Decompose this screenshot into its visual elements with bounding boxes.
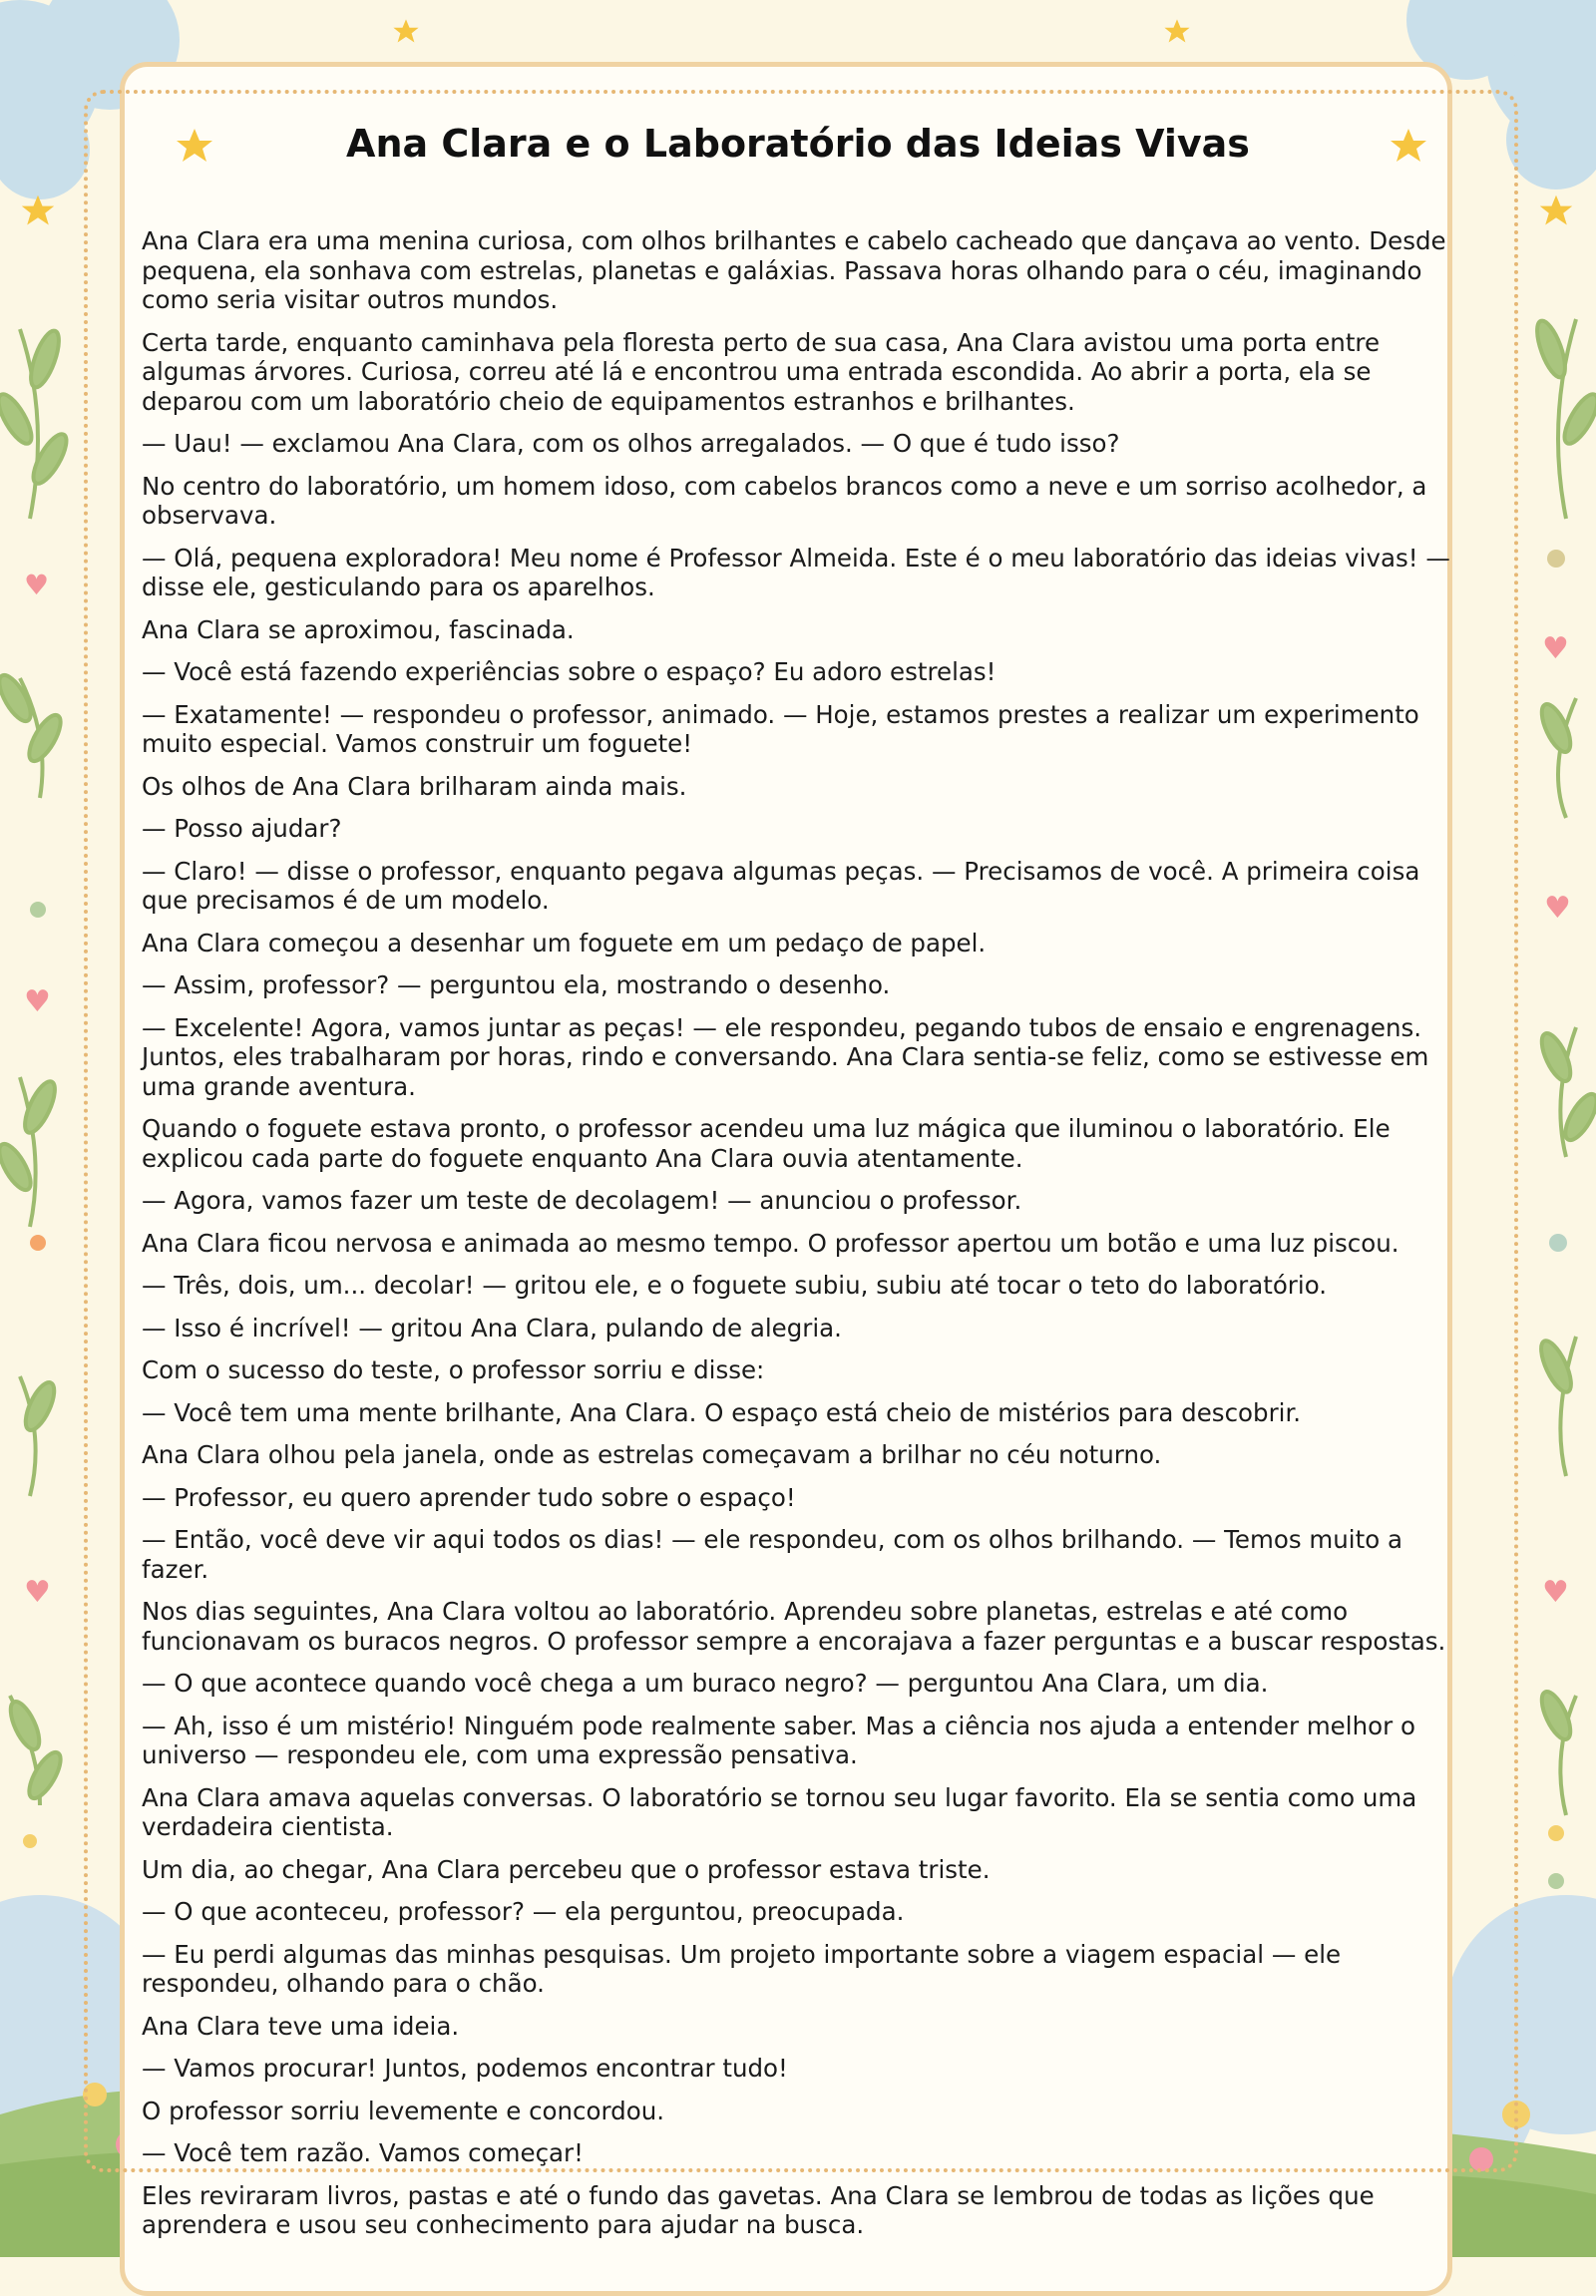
story-paragraph: Certa tarde, enquanto caminhava pela floresta perto de sua casa, Ana Clara avistou uma porta entre algumas árvores. Curiosa, correu até lá e encontrou uma entrada escondida. Ao abrir a porta, ela se deparou com um laboratório cheio de equipamentos estranhos e brilhantes. <box>142 327 1381 416</box>
story-paragraph: Ana Clara se aproximou, fascinada. <box>142 614 575 644</box>
story-paragraph: — Você tem razão. Vamos começar! <box>142 2138 584 2167</box>
story-paragraph: — Você está fazendo experiências sobre o espaço? Eu adoro estrelas! <box>142 657 997 686</box>
story-paragraph: Com o sucesso do teste, o professor sorriu e disse: <box>142 1355 765 1384</box>
story-body <box>142 226 1458 2253</box>
story-paragraph: — Você tem uma mente brilhante, Ana Clara. O espaço está cheio de mistérios para descobrir. <box>142 1397 1302 1427</box>
story-paragraph: — Ah, isso é um mistério! Ninguém pode realmente saber. Mas a ciência nos ajuda a entender melhor o universo — respondeu ele, com uma expressão pensativa. <box>142 1711 1415 1769</box>
story-paragraph: — Eu perdi algumas das minhas pesquisas. Um projeto importante sobre a viagem espacial — ele respondeu, olhando para o chão. <box>142 1939 1342 1998</box>
svg-text:♥: ♥ <box>1544 891 1571 926</box>
story-paragraph: — Exatamente! — respondeu o professor, animado. — Hoje, estamos prestes a realizar um experimento muito especial. Vamos construir um foguete! <box>142 699 1419 758</box>
svg-text:♥: ♥ <box>24 984 51 1019</box>
story-paragraph: Os olhos de Ana Clara brilharam ainda mais. <box>142 771 687 801</box>
star-icon <box>393 19 418 42</box>
story-paragraph: — Assim, professor? — perguntou ela, mostrando o desenho. <box>142 970 891 999</box>
story-paragraph: — O que aconteceu, professor? — ela perguntou, preocupada. <box>142 1897 905 1926</box>
story-paragraph: Ana Clara olhou pela janela, onde as estrelas começavam a brilhar no céu noturno. <box>142 1440 1162 1469</box>
story-paragraph: — Agora, vamos fazer um teste de decolagem! — anunciou o professor. <box>142 1186 1022 1215</box>
star-icon <box>1540 195 1572 225</box>
story-paragraph: Um dia, ao chegar, Ana Clara percebeu que o professor estava triste. <box>142 1854 991 1884</box>
story-paragraph: Nos dias seguintes, Ana Clara voltou ao laboratório. Aprendeu sobre planetas, estrelas e até como funcionavam os buracos negros. O professor sempre a encorajava a fazer perguntas e a buscar respostas. <box>142 1597 1446 1656</box>
story-paragraph: — Uau! — exclamou Ana Clara, com os olhos arregalados. — O que é tudo isso? <box>142 429 1120 458</box>
story-title: Ana Clara e o Laboratório das Ideias Vivas <box>346 122 1250 166</box>
story-paragraph: — Então, você deve vir aqui todos os dias! — ele respondeu, com os olhos brilhando. — Temos muito a fazer. <box>142 1525 1402 1584</box>
story-paragraph: — Excelente! Agora, vamos juntar as peças! — ele respondeu, pegando tubos de ensaio e engrenagens. Juntos, eles trabalharam por horas, rindo e conversando. Ana Clara sentia-se feliz, como se estivesse em uma grande aventura. <box>142 1012 1429 1101</box>
story-paragraph: Ana Clara era uma menina curiosa, com olhos brilhantes e cabelo cacheado que dançava ao vento. Desde pequena, ela sonhava com estrelas, planetas e galáxias. Passava horas olhando para o céu, imaginando como seria visitar outros mundos. <box>142 226 1446 314</box>
story-paragraph: No centro do laboratório, um homem idoso, com cabelos brancos como a neve e um sorriso acolhedor, a observava. <box>142 471 1427 530</box>
svg-text:♥: ♥ <box>24 1575 51 1610</box>
story-paragraph: Eles reviraram livros, pastas e até o fundo das gavetas. Ana Clara se lembrou de todas as lições que aprendera e usou seu conhecimento para ajudar na busca. <box>142 2180 1375 2239</box>
story-paragraph: O professor sorriu levemente e concordou. <box>142 2096 665 2125</box>
star-icon <box>22 195 54 225</box>
story-paragraph: Ana Clara teve uma ideia. <box>142 2011 460 2041</box>
story-paragraph: — Posso ajudar? <box>142 814 342 843</box>
story-paragraph: — Três, dois, um... decolar! — gritou ele, e o foguete subiu, subiu até tocar o teto do laboratório. <box>142 1271 1328 1300</box>
story-paragraph: — Claro! — disse o professor, enquanto pegava algumas peças. — Precisamos de você. A primeira coisa que precisamos é de um modelo. <box>142 856 1420 915</box>
story-paragraph: — Professor, eu quero aprender tudo sobre o espaço! <box>142 1482 796 1512</box>
story-paragraph: — Vamos procurar! Juntos, podemos encontrar tudo! <box>142 2054 788 2083</box>
story-paragraph: — Olá, pequena exploradora! Meu nome é Professor Almeida. Este é o meu laboratório das ideias vivas! — disse ele, gesticulando para os aparelhos. <box>142 543 1450 601</box>
story-paragraph: — Isso é incrível! — gritou Ana Clara, pulando de alegria. <box>142 1313 842 1342</box>
svg-text:♥: ♥ <box>1542 1575 1569 1610</box>
svg-text:♥: ♥ <box>1542 631 1569 666</box>
story-paragraph: Ana Clara amava aquelas conversas. O laboratório se tornou seu lugar favorito. Ela se sentia como uma verdadeira cientista. <box>142 1782 1417 1841</box>
story-paragraph: Quando o foguete estava pronto, o professor acendeu uma luz mágica que iluminou o laboratório. Ele explicou cada parte do foguete enquanto Ana Clara ouvia atentamente. <box>142 1114 1391 1173</box>
story-paragraph: — O que acontece quando você chega a um buraco negro? — perguntou Ana Clara, um dia. <box>142 1669 1269 1698</box>
star-icon <box>1164 19 1189 42</box>
svg-text:♥: ♥ <box>24 569 50 601</box>
story-paragraph: Ana Clara começou a desenhar um foguete em um pedaço de papel. <box>142 928 987 957</box>
story-paragraph: Ana Clara ficou nervosa e animada ao mesmo tempo. O professor apertou um botão e uma luz piscou. <box>142 1228 1399 1258</box>
